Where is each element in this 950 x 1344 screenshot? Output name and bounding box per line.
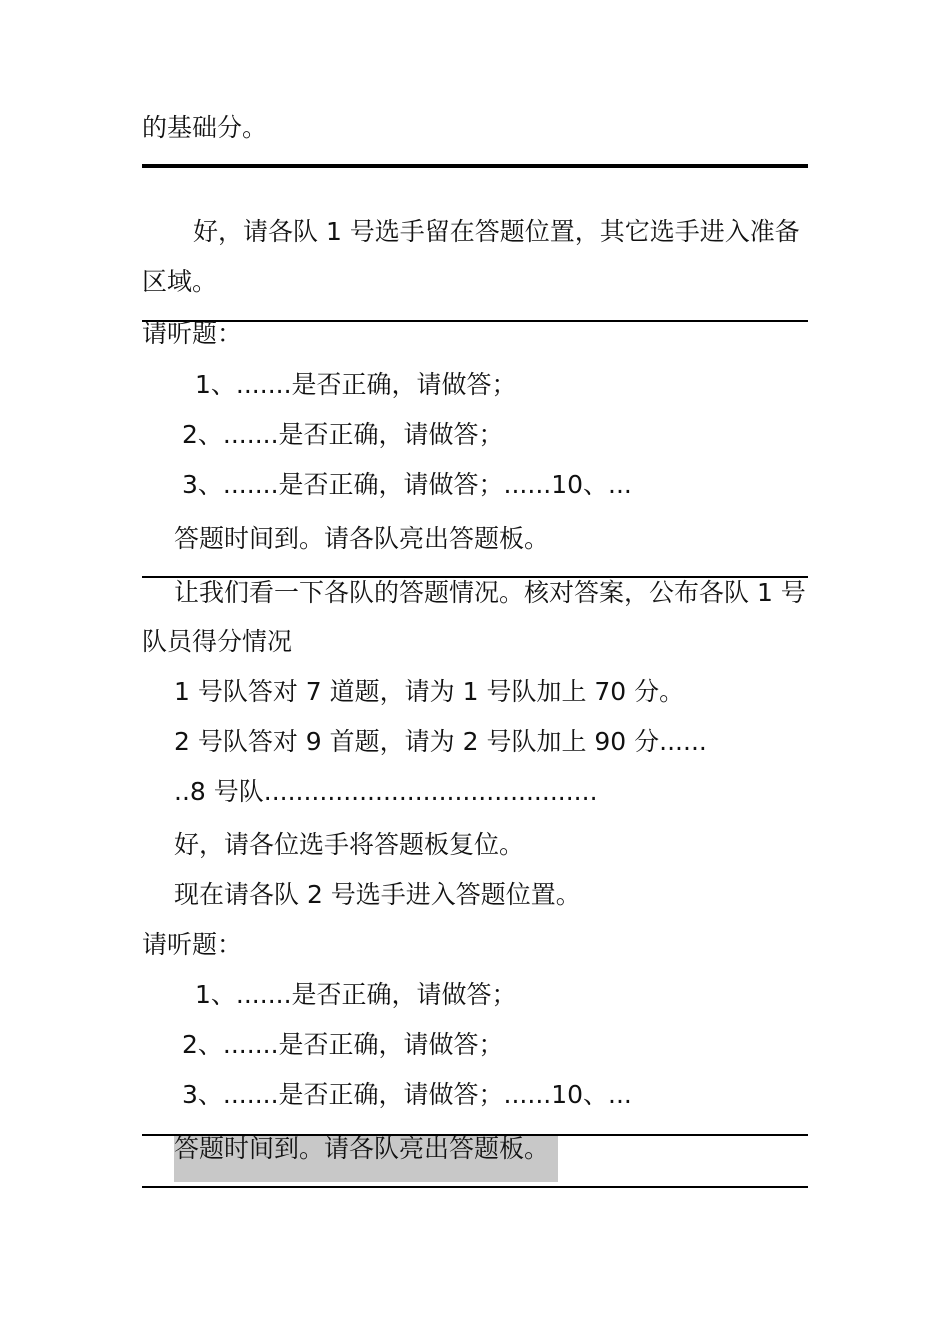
question-item: 2、.......是否正确，请做答； (182, 420, 504, 449)
question-item: 1、.......是否正确，请做答； (195, 370, 517, 399)
question-item: 1、.......是否正确，请做答； (195, 980, 517, 1009)
score-line: 2 号队答对 9 首题，请为 2 号队加上 90 分...... (174, 727, 707, 756)
paragraph-line: 答题时间到。请各队亮出答题板。 (174, 524, 550, 553)
paragraph-line: 让我们看一下各队的答题情况。核对答案，公布各队 1 号 (174, 578, 806, 607)
paragraph-line: 好，请各位选手将答题板复位。 (174, 830, 525, 859)
paragraph-line: 好，请各队 1 号选手留在答题位置，其它选手进入准备 (193, 217, 800, 246)
section-divider (142, 1186, 808, 1188)
section-heading: 请听题： (142, 930, 243, 959)
paragraph-line: 的基础分。 (142, 113, 268, 142)
score-line: ..8 号队.......................................... (174, 777, 598, 806)
paragraph-line: 答题时间到。请各队亮出答题板。 (174, 1134, 550, 1163)
question-item: 2、.......是否正确，请做答； (182, 1030, 504, 1059)
section-heading: 请听题： (142, 319, 243, 348)
paragraph-line: 区域。 (142, 267, 218, 296)
section-divider (142, 164, 808, 168)
score-line: 1 号队答对 7 道题，请为 1 号队加上 70 分。 (174, 677, 685, 706)
question-item: 3、.......是否正确，请做答；......10、... (182, 470, 632, 499)
question-item: 3、.......是否正确，请做答；......10、... (182, 1080, 632, 1109)
paragraph-line: 队员得分情况 (142, 627, 293, 656)
paragraph-line: 现在请各队 2 号选手进入答题位置。 (174, 880, 581, 909)
